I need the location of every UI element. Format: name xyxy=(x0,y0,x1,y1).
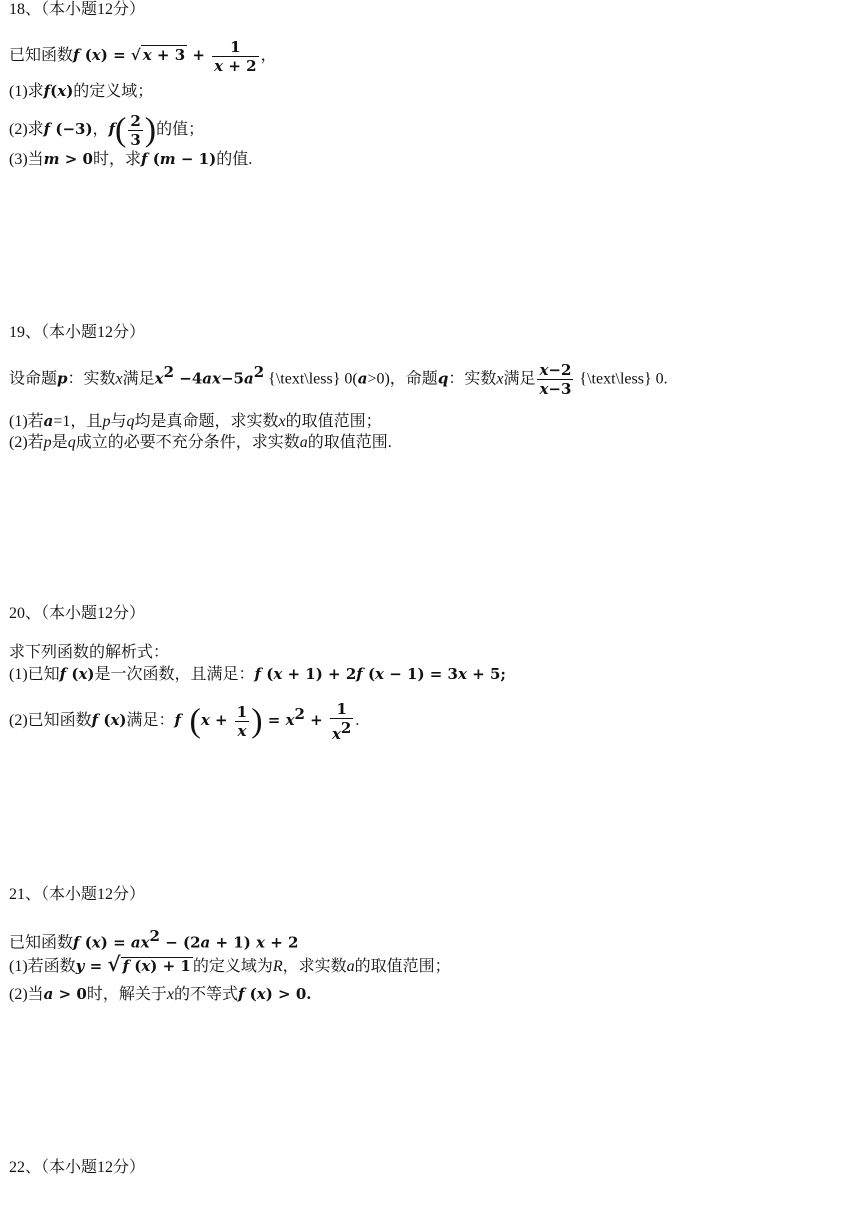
sub-question-3: (3)当m > 0时，求f (m − 1)的值. xyxy=(9,150,253,168)
sub-question-1: (1)若函数y = √ f (x) + 1 的定义域为R，求实数a的取值范围； xyxy=(9,952,451,976)
question-22 xyxy=(9,1158,850,1178)
sub-question-1: (1)若a=1，且p与q均是真命题，求实数x的取值范围； xyxy=(9,412,382,430)
question-header: 19、（本小题12分） xyxy=(9,324,146,341)
question-19 xyxy=(9,323,850,451)
fraction: $\frac{1}{x + 2}$ xyxy=(214,38,257,75)
question-18 xyxy=(9,0,850,168)
question-header: 20、（本小题12分） xyxy=(9,605,146,622)
question-header: 22、（本小题12分） xyxy=(9,1159,146,1176)
question-21 xyxy=(9,885,850,1003)
sub-question-2: (2)求f (−3)，f( $\frac{2}{3}$ )的值； xyxy=(9,111,205,149)
sub-question-1: (1)已知f (x)是一次函数，且满足：f (x + 1) + 2f (x − 1) = 3x + 5; xyxy=(9,665,506,683)
question-header: 21、（本小题12分） xyxy=(9,886,146,903)
question-stem: 已知函数f $(x) = ax^2 - (2a + 1) x + 2$ xyxy=(9,927,299,952)
fraction: $\frac{2}{3}$ xyxy=(130,112,141,149)
sub-question-2: (2)已知函数f (x)满足：f (x + $\frac{1}{x}$ ) = $x^2$ + $\frac{1}{x^2}$ . xyxy=(9,700,360,743)
question-header: 18、（本小题12分） xyxy=(9,1,146,18)
question-stem: 求下列函数的解析式： xyxy=(9,644,170,661)
sub-question-2: (2)当a > 0时，解关于x的不等式f (x) > 0. xyxy=(9,985,312,1003)
sub-question-1: (1)求f(x)的定义域； xyxy=(9,82,154,100)
fraction: $\frac{x-2}{x-3}$ xyxy=(539,361,572,399)
fraction: $\frac{1}{x}$ xyxy=(236,703,248,740)
sub-question-2: (2)若p是q成立的必要不充分条件，求实数a的取值范围. xyxy=(9,434,392,451)
fraction: $\frac{1}{x^2}$ xyxy=(331,700,352,743)
question-stem: 已知函数f (x) = √ x + 3 + $\frac{1}{x + 2}$ ， xyxy=(9,38,277,75)
question-20 xyxy=(9,604,850,743)
question-stem: 设命题p：实数x满足$x^2 -4ax-5a^2$ {\text\less} 0(a>0)，命题q：实数x满足 $\frac{x-2}{x-3}$ {\text\less} 0. xyxy=(9,361,668,399)
